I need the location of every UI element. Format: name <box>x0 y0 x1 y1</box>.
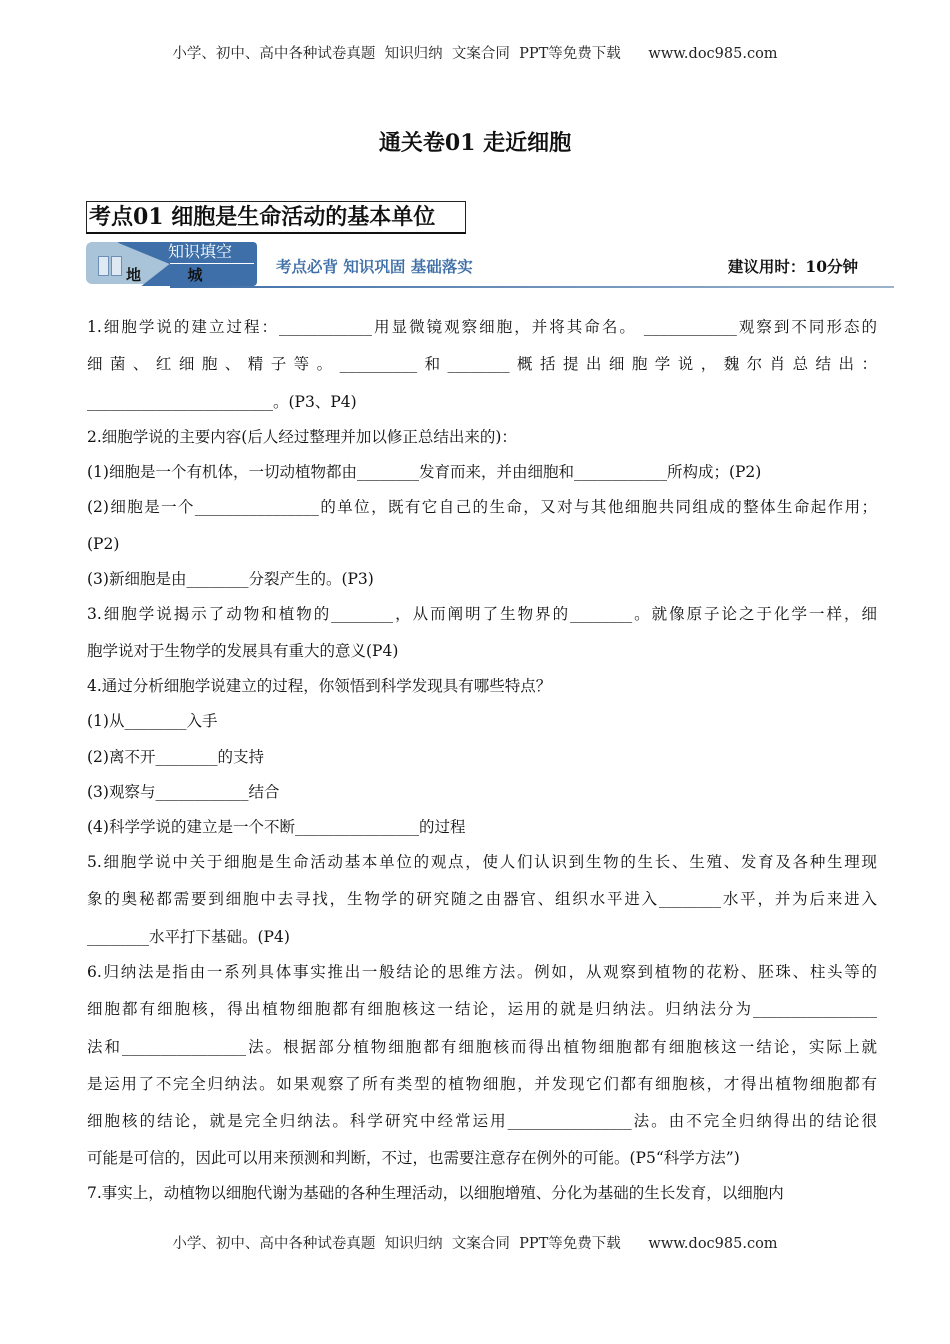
text-line: 是运用了不完全归纳法。如果观察了所有类型的植物细胞，并发现它们都有细胞核，才得出植物细胞都有 <box>87 1075 877 1093</box>
text-line: 可能是可信的，因此可以用来预测和判断，不过，也需要注意存在例外的可能。(P5“科学方法”) <box>87 1149 740 1167</box>
document-title: 通关卷01 走近细胞 <box>378 130 572 156</box>
text-line: 4.通过分析细胞学说建立的过程，你领悟到科学发现具有哪些特点？ <box>87 677 552 695</box>
text-line: (1)细胞是一个有机体，一切动植物都由________发育而来，并由细胞和____________所构成；(P2) <box>87 463 762 481</box>
text-line: 细菌、红细胞、精子等。__________和________概括提出细胞学说，魏尔肖总结出： <box>87 355 877 373</box>
banner-small-text: 地 城 <box>126 266 215 284</box>
text-line: 象的奥秘都需要到细胞中去寻找，生物学的研究随之由器官、组织水平进入________水平，并为后来进入 <box>87 890 877 908</box>
section-title: 考点01 细胞是生命活动的基本单位 <box>86 201 466 234</box>
text-line: 6.归纳法是指由一系列具体事实推出一般结论的思维方法。例如，从观察到植物的花粉、胚珠、柱头等的 <box>87 963 877 981</box>
text-line: 5.细胞学说中关于细胞是生命活动基本单位的观点，使人们认识到生物的生长、生殖、发育及各种生理现 <box>87 853 877 871</box>
text-line: ________________________。(P3、P4) <box>87 393 357 411</box>
text-line: 细胞都有细胞核，得出植物细胞都有细胞核这一结论，运用的就是归纳法。归纳法分为________________ <box>87 1000 877 1018</box>
text-line: (2)细胞是一个________________的单位，既有它自己的生命，又对与其他细胞共同组成的整体生命起作用； <box>87 498 877 516</box>
page-header: 小学、初中、高中各种试卷真题 知识归纳 文案合同 PPT等免费下载 www.doc985.com <box>172 46 778 62</box>
text-line: (4)科学学说的建立是一个不断________________的过程 <box>87 818 466 836</box>
text-line: (3)观察与____________结合 <box>87 783 280 801</box>
text-line: 1.细胞学说的建立过程：____________用显微镜观察细胞，并将其命名。 ____________观察到不同形态的 <box>87 318 877 336</box>
book-icon <box>98 256 122 276</box>
text-line: ________水平打下基础。(P4) <box>87 928 290 946</box>
section-banner <box>86 242 894 288</box>
text-line: (3)新细胞是由________分裂产生的。(P3) <box>87 570 374 588</box>
text-line: 7.事实上，动植物以细胞代谢为基础的各种生理活动，以细胞增殖、分化为基础的生长发育，以细胞内 <box>87 1184 784 1202</box>
banner-underline <box>170 263 254 264</box>
text-line: 细胞核的结论，就是完全归纳法。科学研究中经常运用________________法。由不完全归纳得出的结论很 <box>87 1112 877 1130</box>
page-footer: 小学、初中、高中各种试卷真题 知识归纳 文案合同 PPT等免费下载 www.doc985.com <box>172 1236 778 1252</box>
text-line: 2.细胞学说的主要内容(后人经过整理并加以修正总结出来的)： <box>87 428 517 446</box>
text-line: 3.细胞学说揭示了动物和植物的________，从而阐明了生物界的________。就像原子论之于化学一样，细 <box>87 605 877 623</box>
text-line: 法和________________法。根据部分植物细胞都有细胞核而得出植物细胞都有细胞核这一结论，实际上就 <box>87 1038 877 1056</box>
text-line: (P2) <box>87 535 120 553</box>
banner-label: 知识填空 <box>168 242 233 261</box>
suggested-time: 建议用时：10分钟 <box>727 257 858 276</box>
banner-rule <box>170 286 894 288</box>
text-line: 胞学说对于生物学的发展具有重大的意义(P4) <box>87 642 399 660</box>
text-line: (1)从________入手 <box>87 712 218 730</box>
banner-tagline: 考点必背 知识巩固 基础落实 <box>276 257 473 276</box>
text-line: (2)离不开________的支持 <box>87 748 264 766</box>
